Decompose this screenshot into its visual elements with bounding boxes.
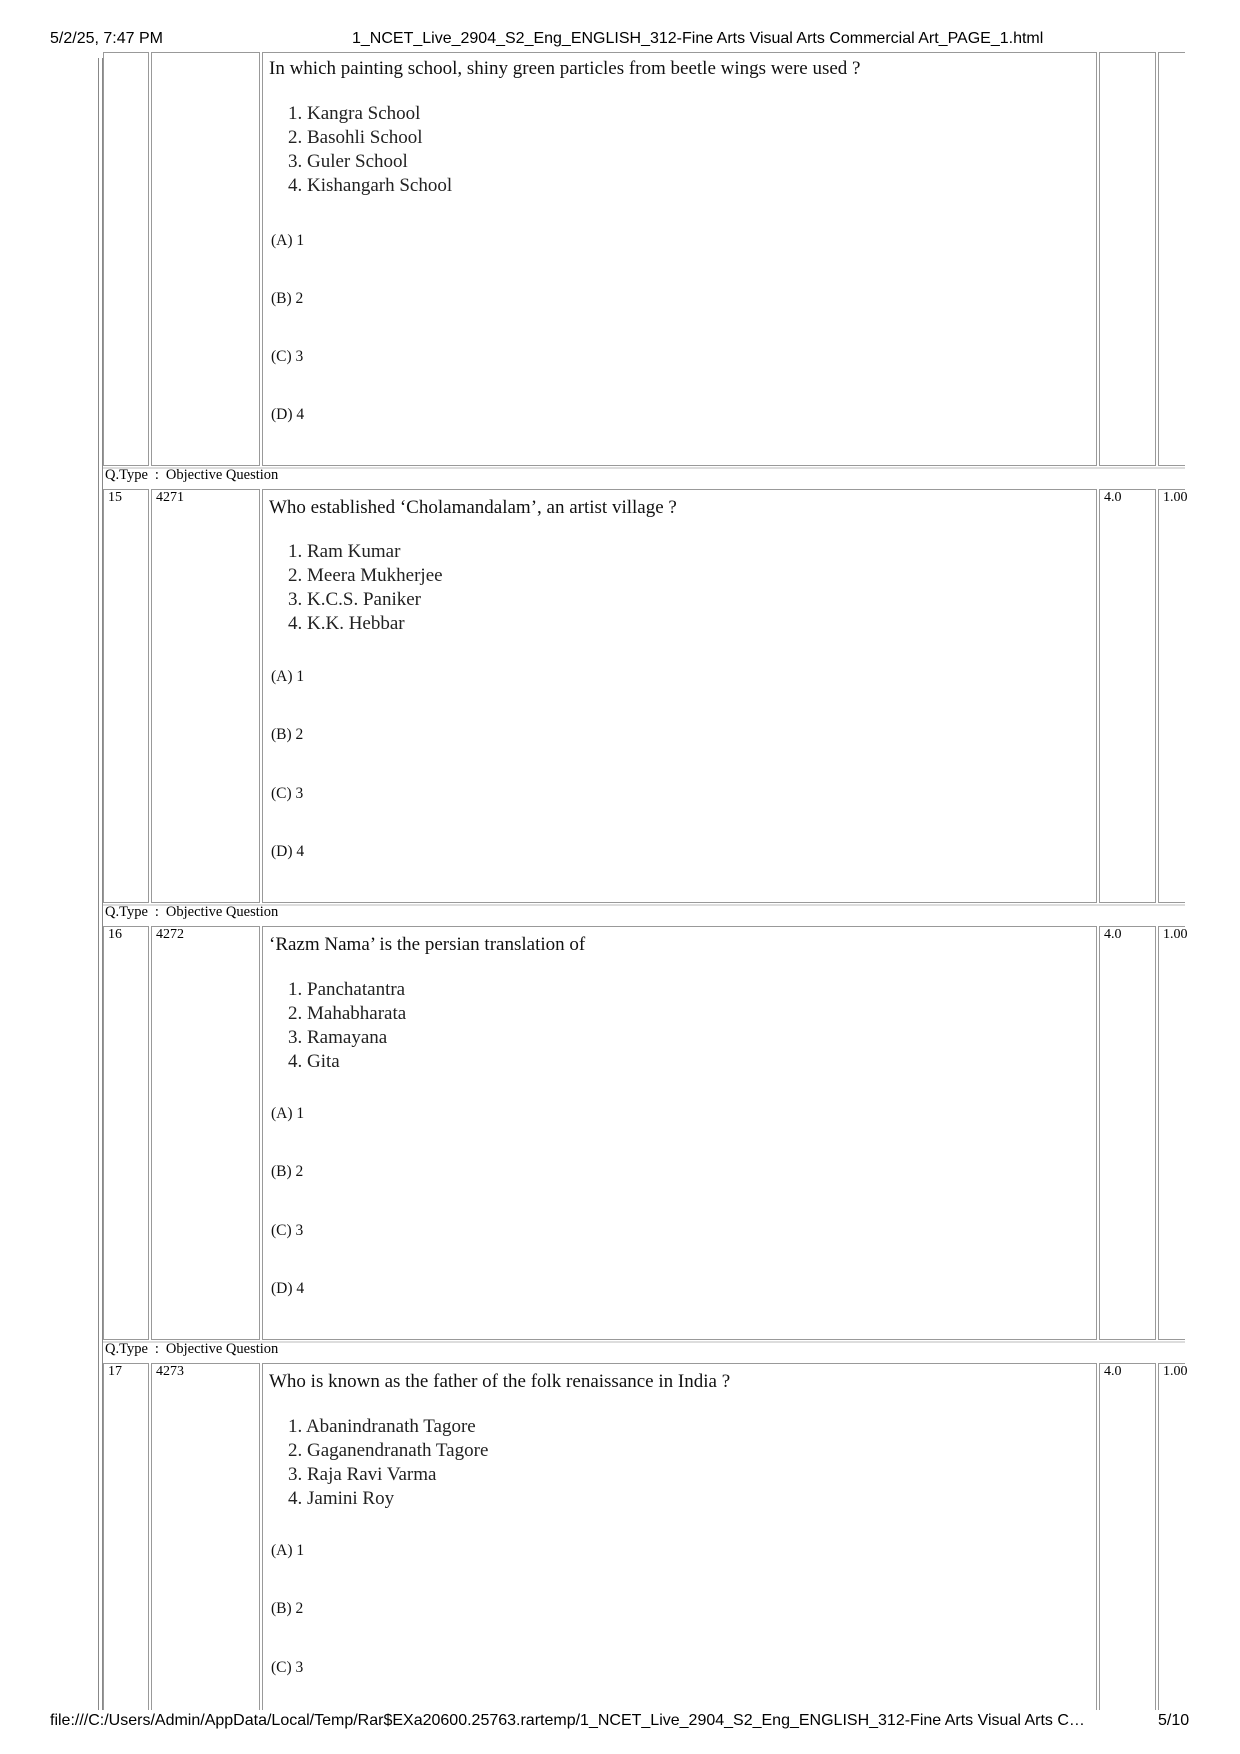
sno-cell [103, 1363, 149, 1710]
negative-cell [1158, 52, 1185, 466]
option-item: 3. Ramayana [288, 1027, 388, 1048]
qtype-label: Q.Type [105, 1341, 148, 1357]
option-item: 2. Mahabharata [288, 1003, 407, 1024]
question-number: 16 [108, 927, 122, 942]
answer-choice-b: (B) 2 [271, 1600, 304, 1617]
marks-cell [1099, 52, 1156, 466]
option-item: 4. Gita [288, 1051, 340, 1072]
marks-cell [1099, 489, 1156, 903]
negative-cell [1158, 1363, 1188, 1710]
qid-cell [151, 489, 260, 903]
answer-choice-d: (D) 4 [271, 1280, 305, 1297]
answer-choice-c: (C) 3 [271, 348, 304, 365]
option-item: 1. Ram Kumar [288, 541, 401, 562]
option-item: 4. Jamini Roy [288, 1488, 395, 1509]
option-list [288, 102, 452, 198]
answer-choice-d: (D) 4 [271, 406, 305, 423]
qtype-separator: : [154, 467, 159, 483]
qid-cell [151, 1363, 260, 1710]
option-item: 4. Kishangarh School [288, 175, 453, 196]
qtype-label: Q.Type [105, 904, 148, 920]
qtype-row [105, 467, 278, 484]
marks-value: 4.0 [1104, 927, 1122, 942]
qtype-row [105, 904, 278, 921]
option-item: 1. Abanindranath Tagore [288, 1416, 476, 1437]
answer-choice-c: (C) 3 [271, 785, 304, 802]
marks-value: 4.0 [1104, 1364, 1122, 1379]
option-list [288, 978, 406, 1074]
option-item: 3. Guler School [288, 151, 408, 172]
marks-cell [1099, 926, 1156, 1340]
option-item: 2. Gaganendranath Tagore [288, 1440, 489, 1461]
question-text: ‘Razm Nama’ is the persian translation of [269, 934, 586, 955]
qtype-value: Objective Question [165, 904, 279, 920]
answer-choice-a: (A) 1 [271, 668, 305, 685]
question-text: In which painting school, shiny green particles from beetle wings were used ? [269, 58, 861, 79]
answer-choice-c: (C) 3 [271, 1659, 304, 1676]
qtype-separator: : [154, 1341, 159, 1357]
question-id: 4272 [156, 927, 184, 942]
question-number: 17 [108, 1364, 122, 1379]
answer-choice-a: (A) 1 [271, 1105, 305, 1122]
qtype-value: Objective Question [165, 467, 279, 483]
answer-choice-b: (B) 2 [271, 290, 304, 307]
print-page-number: 5/10 [1158, 1712, 1190, 1729]
question-id: 4273 [156, 1364, 184, 1379]
answer-choice-d: (D) 4 [271, 843, 305, 860]
print-document-title: 1_NCET_Live_2904_S2_Eng_ENGLISH_312-Fine Arts Visual Arts Commercial Art_PAGE_1.html [352, 30, 1044, 47]
option-list [288, 540, 443, 636]
qid-cell [151, 926, 260, 1340]
qtype-value: Objective Question [165, 1341, 279, 1357]
sno-cell [103, 489, 149, 903]
question-text: Who established ‘Cholamandalam’, an artist village ? [269, 497, 677, 518]
answer-choice-b: (B) 2 [271, 1163, 304, 1180]
option-list [288, 1415, 488, 1511]
negative-value: 1.00 [1163, 490, 1188, 505]
option-item: 4. K.K. Hebbar [288, 613, 405, 634]
qtype-label: Q.Type [105, 467, 148, 483]
marks-value: 4.0 [1104, 490, 1122, 505]
option-item: 2. Meera Mukherjee [288, 565, 443, 586]
print-file-url: file:///C:/Users/Admin/AppData/Local/Temp/Rar$EXa20600.25763.rartemp/1_NCET_Live_2904_S2_Eng_ENGLISH_312-Fine Arts Visual Arts C… [50, 1712, 1085, 1729]
qtype-row [105, 1341, 278, 1358]
question-text: Who is known as the father of the folk renaissance in India ? [269, 1371, 731, 1392]
answer-choice-a: (A) 1 [271, 232, 305, 249]
option-item: 3. K.C.S. Paniker [288, 589, 421, 610]
option-item: 3. Raja Ravi Varma [288, 1464, 437, 1485]
option-item: 1. Kangra School [288, 103, 421, 124]
question-id: 4271 [156, 490, 184, 505]
negative-cell [1158, 489, 1188, 903]
print-datetime: 5/2/25, 7:47 PM [50, 30, 163, 47]
negative-value: 1.00 [1163, 927, 1188, 942]
answer-choice-a: (A) 1 [271, 1542, 305, 1559]
negative-cell [1158, 926, 1188, 1340]
option-item: 2. Basohli School [288, 127, 423, 148]
option-item: 1. Panchatantra [288, 979, 406, 1000]
answer-choice-c: (C) 3 [271, 1222, 304, 1239]
question-number: 15 [108, 490, 122, 505]
qtype-separator: : [154, 904, 159, 920]
sno-cell [103, 52, 149, 466]
answer-choice-b: (B) 2 [271, 726, 304, 743]
marks-cell [1099, 1363, 1156, 1710]
negative-value: 1.00 [1163, 1364, 1188, 1379]
sno-cell [103, 926, 149, 1340]
qid-cell [151, 52, 260, 466]
